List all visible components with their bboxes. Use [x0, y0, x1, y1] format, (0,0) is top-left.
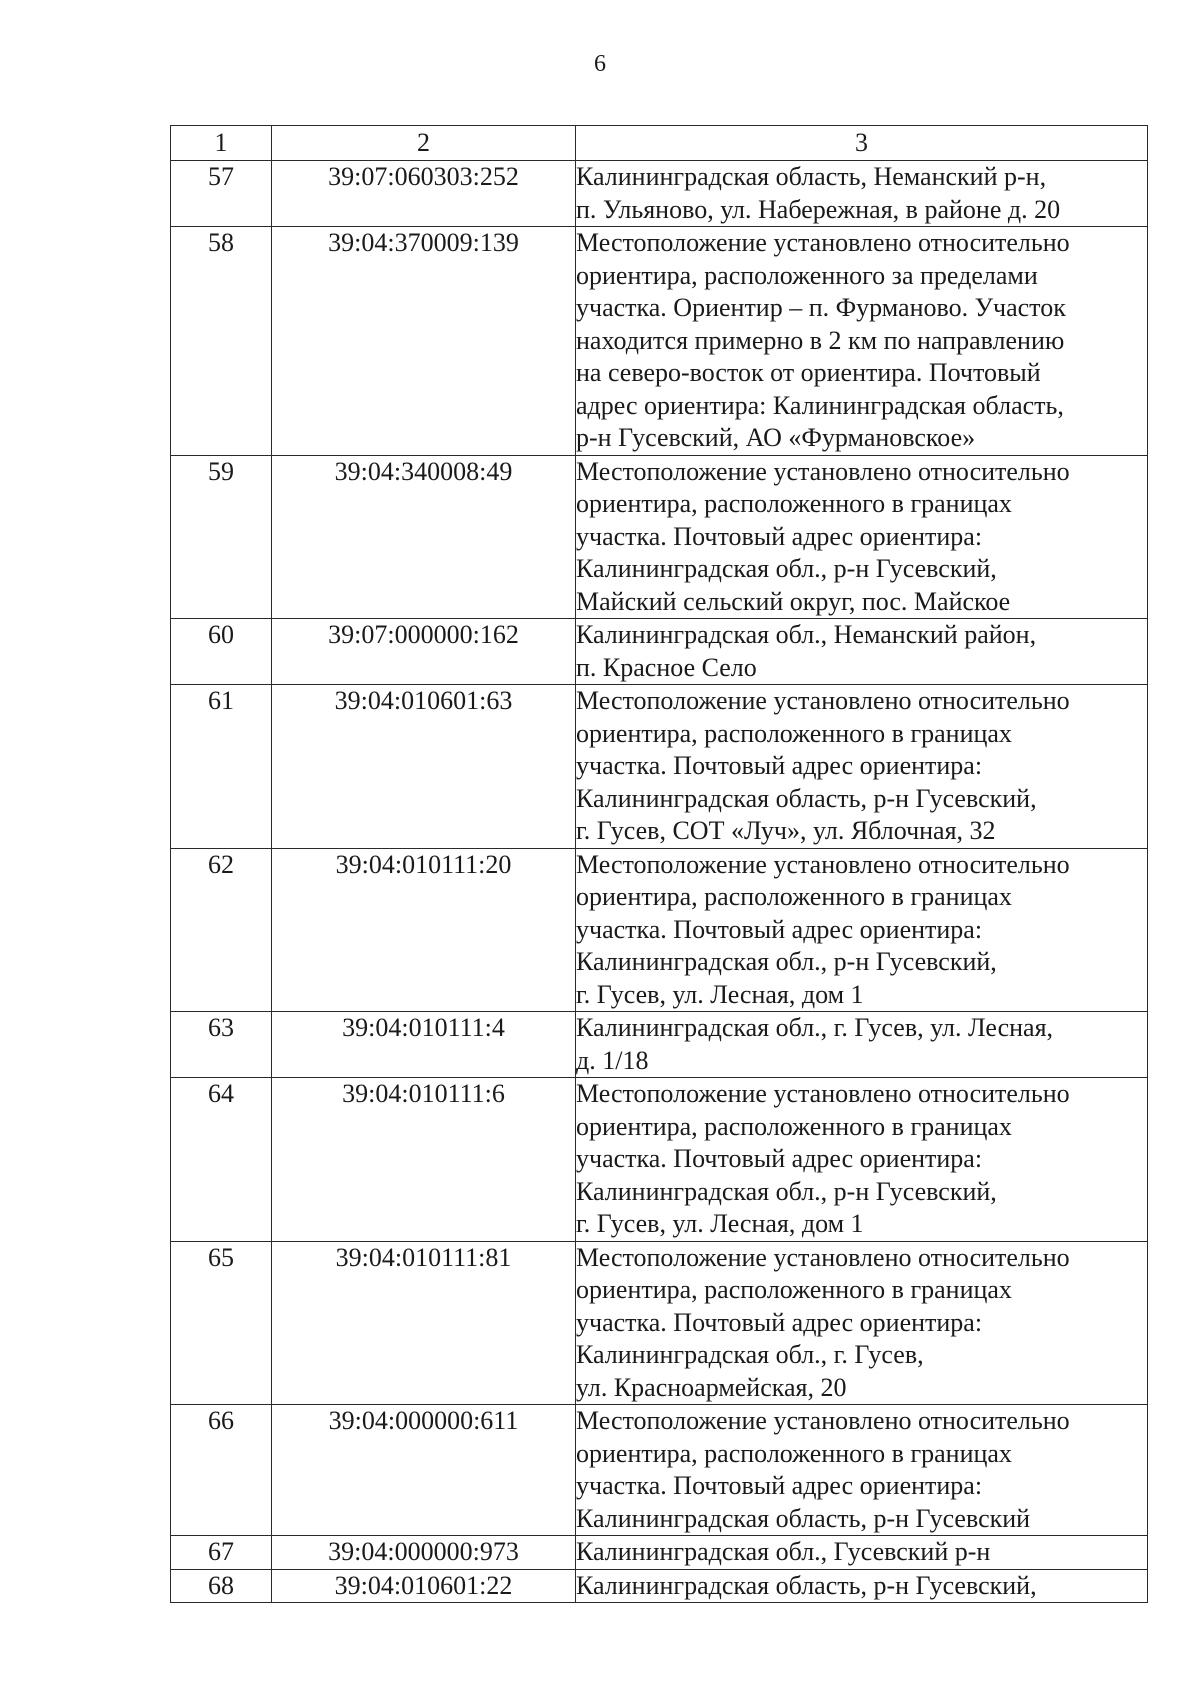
table-row: [171, 1012, 1148, 1078]
address-line: ориентира, расположенного в границах: [576, 1438, 1012, 1468]
address-cell: [576, 685, 1148, 849]
address-line: Местоположение установлено относительно: [576, 1406, 1070, 1435]
table-row: [171, 1536, 1148, 1570]
address-line: участка. Почтовый адрес ориентира:: [576, 1144, 983, 1173]
address-line: Калининградская область, Неманский р-н,: [576, 162, 1047, 191]
address-line: ориентира, расположенного в границах: [576, 1275, 1012, 1304]
table-row: [171, 1405, 1148, 1536]
address-line: участка. Почтовый адрес ориентира:: [576, 914, 983, 944]
address-line: Калининградская обл., Неманский район,: [576, 620, 1037, 649]
table-row: [171, 848, 1148, 1012]
column-header-number: 1: [171, 126, 272, 161]
cadastral-number: 39:04:370009:139: [272, 227, 576, 456]
address-cell: [576, 227, 1148, 456]
table-body: [171, 161, 1148, 1603]
address-line: Местоположение установлено относительно: [576, 1242, 1070, 1272]
address-line: д. 1/18: [576, 1045, 649, 1075]
row-number: 58: [171, 227, 272, 456]
address-line: Майский сельский округ, пос. Майское: [576, 586, 1011, 616]
row-number: 62: [171, 848, 272, 1012]
cadastral-number: 39:04:010111:81: [272, 1241, 576, 1405]
row-number: 59: [171, 455, 272, 619]
cadastral-number: 39:04:010111:6: [272, 1078, 576, 1242]
row-number: 63: [171, 1012, 272, 1078]
address-cell: [576, 848, 1148, 1012]
address-line: Калининградская обл., р-н Гусевский,: [576, 1176, 997, 1206]
address-line: участка. Почтовый адрес ориентира:: [576, 751, 983, 780]
address-line: ориентира, расположенного за пределами: [576, 260, 1038, 290]
address-cell: [576, 1536, 1148, 1570]
address-line: ориентира, расположенного в границах: [576, 882, 1012, 911]
cadastral-number: 39:04:010601:63: [272, 685, 576, 849]
row-number: 65: [171, 1241, 272, 1405]
address-line: п. Ульяново, ул. Набережная, в районе д. 20: [576, 194, 1061, 224]
column-header-cadastral: 2: [272, 126, 576, 161]
table-row: [171, 455, 1148, 619]
address-line: Местоположение установлено относительно: [576, 686, 1070, 715]
address-cell: [576, 1569, 1148, 1603]
table-header-row: [171, 126, 1148, 161]
address-line: г. Гусев, СОТ «Луч», ул. Яблочная, 32: [576, 816, 996, 845]
address-line: на северо-восток от ориентира. Почтовый: [576, 358, 1041, 387]
address-line: Калининградская обл., г. Гусев,: [576, 1340, 924, 1369]
row-number: 57: [171, 161, 272, 227]
cadastral-number: 39:07:000000:162: [272, 619, 576, 685]
address-line: участка. Почтовый адрес ориентира:: [576, 521, 983, 551]
address-line: участка. Почтовый адрес ориентира:: [576, 1307, 983, 1337]
land-plots-table: [170, 125, 1148, 1603]
address-line: Калининградская область, р-н Гусевский,: [576, 783, 1037, 813]
address-line: адрес ориентира: Калининградская область,: [576, 390, 1064, 420]
address-line: Местоположение установлено относительно: [576, 228, 1070, 257]
address-line: Калининградская область, р-н Гусевский: [576, 1503, 1031, 1533]
table-row: [171, 619, 1148, 685]
row-number: 64: [171, 1078, 272, 1242]
address-line: г. Гусев, ул. Лесная, дом 1: [576, 979, 864, 1009]
cadastral-number: 39:04:010111:4: [272, 1012, 576, 1078]
row-number: 66: [171, 1405, 272, 1536]
address-line: Калининградская обл., р-н Гусевский,: [576, 554, 997, 583]
address-line: ориентира, расположенного в границах: [576, 489, 1012, 518]
table-row: [171, 1569, 1148, 1603]
address-line: участка. Почтовый адрес ориентира:: [576, 1471, 983, 1500]
cadastral-number: 39:04:010111:20: [272, 848, 576, 1012]
table-row: [171, 1078, 1148, 1242]
address-line: Калининградская область, р-н Гусевский,: [576, 1570, 1037, 1600]
cadastral-number: 39:07:060303:252: [272, 161, 576, 227]
address-cell: [576, 619, 1148, 685]
address-line: р-н Гусевский, АО «Фурмановское»: [576, 423, 976, 452]
address-line: ориентира, расположенного в границах: [576, 1111, 1012, 1141]
address-cell: [576, 1405, 1148, 1536]
address-line: Калининградская обл., г. Гусев, ул. Лесная,: [576, 1013, 1054, 1042]
row-number: 61: [171, 685, 272, 849]
column-header-address: 3: [576, 126, 1148, 161]
cadastral-number: 39:04:000000:611: [272, 1405, 576, 1536]
address-cell: [576, 1078, 1148, 1242]
cadastral-number: 39:04:000000:973: [272, 1536, 576, 1570]
cadastral-number: 39:04:010601:22: [272, 1569, 576, 1603]
address-line: участка. Ориентир – п. Фурманово. Участок: [576, 293, 1066, 322]
address-cell: [576, 455, 1148, 619]
table-row: [171, 227, 1148, 456]
address-line: г. Гусев, ул. Лесная, дом 1: [576, 1209, 864, 1238]
address-cell: [576, 1241, 1148, 1405]
cadastral-number: 39:04:340008:49: [272, 455, 576, 619]
row-number: 68: [171, 1569, 272, 1603]
table-row: [171, 161, 1148, 227]
table-row: [171, 685, 1148, 849]
address-line: находится примерно в 2 км по направлению: [576, 325, 1065, 355]
address-line: ул. Красноармейская, 20: [576, 1372, 847, 1402]
page-number: 6: [594, 51, 606, 77]
table-row: [171, 1241, 1148, 1405]
address-line: Калининградская обл., Гусевский р-н: [576, 1537, 991, 1566]
address-cell: [576, 1012, 1148, 1078]
row-number: 60: [171, 619, 272, 685]
address-line: Местоположение установлено относительно: [576, 456, 1070, 486]
address-line: Местоположение установлено относительно: [576, 849, 1070, 879]
address-line: Местоположение установлено относительно: [576, 1079, 1070, 1108]
address-line: п. Красное Село: [576, 652, 757, 682]
row-number: 67: [171, 1536, 272, 1570]
address-cell: [576, 161, 1148, 227]
address-line: ориентира, расположенного в границах: [576, 718, 1012, 748]
address-line: Калининградская обл., р-н Гусевский,: [576, 947, 997, 976]
